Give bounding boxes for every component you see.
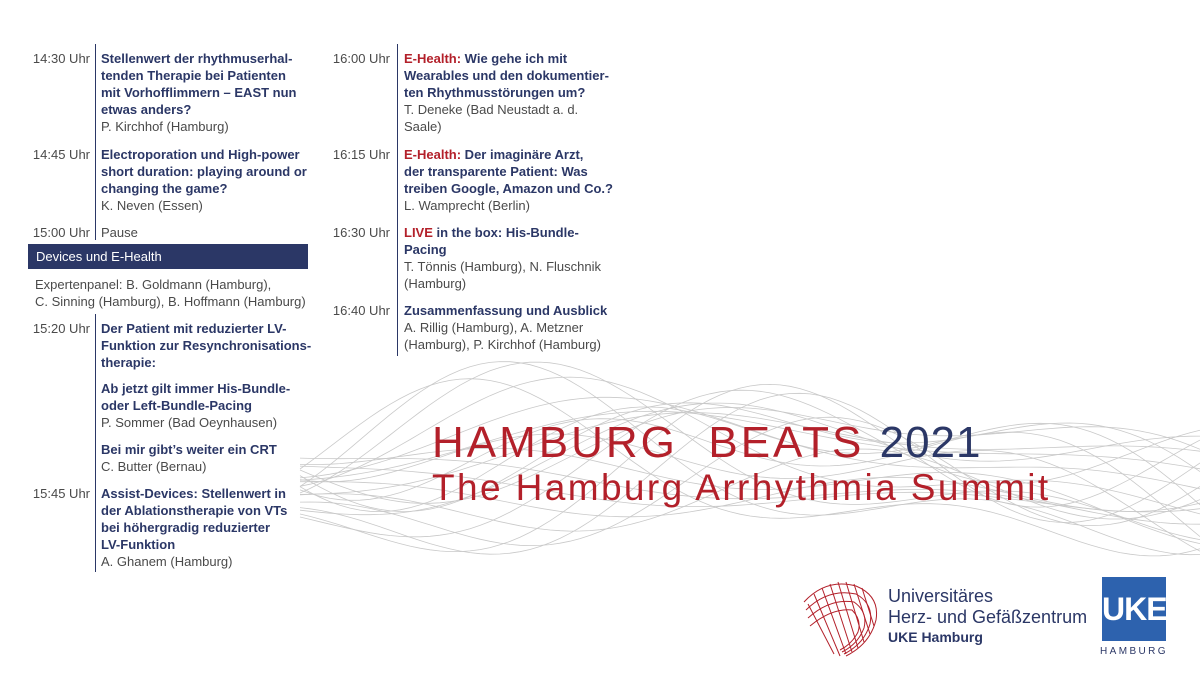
item-title: LIVE in the box: His-Bundle- Pacing	[404, 225, 579, 257]
item-title: Zusammenfassung und Ausblick	[404, 303, 608, 318]
item-time: 16:30 Uhr	[332, 225, 390, 240]
uhz-line1: Universitäres	[888, 586, 994, 606]
item-pause: Pause	[101, 225, 138, 240]
item-speaker: K. Neven (Essen)	[101, 198, 203, 213]
item-highlight: E-Health:	[404, 51, 462, 66]
section-header-devices: Devices und E-Health	[28, 244, 308, 269]
item-title: Electroporation und High-power short duration: playing around or changing the game?	[101, 147, 307, 196]
item-title: E-Health: Wie gehe ich mit Wearables und den dokumentier- ten Rhythmusstörungen um?	[404, 51, 609, 100]
item-time: 14:45 Uhr	[32, 147, 90, 162]
uke-logo-text: UKE	[1102, 591, 1167, 627]
item-time: 15:00 Uhr	[32, 225, 90, 240]
item-title: Bei mir gibt’s weiter ein CRT	[101, 442, 277, 457]
uhz-logo-text	[888, 586, 1098, 647]
event-subtitle: The Hamburg Arrhythmia Summit	[432, 467, 1051, 508]
event-title	[432, 418, 1172, 468]
item-time: 14:30 Uhr	[32, 51, 90, 66]
item-time: 16:00 Uhr	[332, 51, 390, 66]
item-title: Stellenwert der rhythmuserhal- tenden Therapie bei Patienten mit Vorhofflimmern – EAST nun etwas anders?	[101, 51, 297, 117]
item-title: E-Health: Der imaginäre Arzt, der transparente Patient: Was treiben Google, Amazon und Co.?	[404, 147, 613, 196]
item-time: 15:45 Uhr	[32, 486, 90, 501]
uke-logo	[1102, 577, 1166, 641]
timeline-rule	[95, 44, 96, 240]
item-speaker: T. Deneke (Bad Neustadt a. d. Saale)	[404, 102, 579, 134]
expert-panel: Expertenpanel: B. Goldmann (Hamburg), C. Sinning (Hamburg), B. Hoffmann (Hamburg)	[35, 277, 306, 309]
item-title: Assist-Devices: Stellenwert in der Ablationstherapie von VTs bei höhergradig reduzierter LV-Funktion	[101, 486, 288, 552]
timeline-rule	[95, 314, 96, 572]
item-speaker: P. Sommer (Bad Oeynhausen)	[101, 415, 278, 430]
timeline-rule	[397, 44, 398, 356]
item-title: Ab jetzt gilt immer His-Bundle- oder Left-Bundle-Pacing	[101, 381, 291, 413]
item-time: 15:20 Uhr	[32, 321, 90, 336]
event-title-year: 2021	[879, 418, 982, 467]
heart-grid-logo-icon	[796, 574, 882, 660]
item-speaker: L. Wamprecht (Berlin)	[404, 198, 530, 213]
item-speaker: A. Rillig (Hamburg), A. Metzner (Hamburg), P. Kirchhof (Hamburg)	[404, 320, 601, 352]
item-time: 16:40 Uhr	[332, 303, 390, 318]
event-title-name: HAMBURG BEATS	[432, 418, 865, 467]
event-title-block	[432, 418, 1172, 508]
item-speaker: P. Kirchhof (Hamburg)	[101, 119, 229, 134]
item-highlight: E-Health:	[404, 147, 462, 162]
item-title: Der Patient mit reduzierter LV- Funktion zur Resynchronisations- therapie:	[101, 321, 312, 370]
item-speaker: C. Butter (Bernau)	[101, 459, 207, 474]
item-time: 16:15 Uhr	[332, 147, 390, 162]
uke-logo-city: HAMBURG	[1100, 646, 1168, 657]
uhz-line2: Herz- und Gefäßzentrum	[888, 607, 1088, 627]
uhz-line3: UKE Hamburg	[888, 629, 983, 645]
item-highlight: LIVE	[404, 225, 433, 240]
item-speaker: A. Ghanem (Hamburg)	[101, 554, 233, 569]
item-speaker: T. Tönnis (Hamburg), N. Fluschnik (Hamburg)	[404, 259, 601, 291]
